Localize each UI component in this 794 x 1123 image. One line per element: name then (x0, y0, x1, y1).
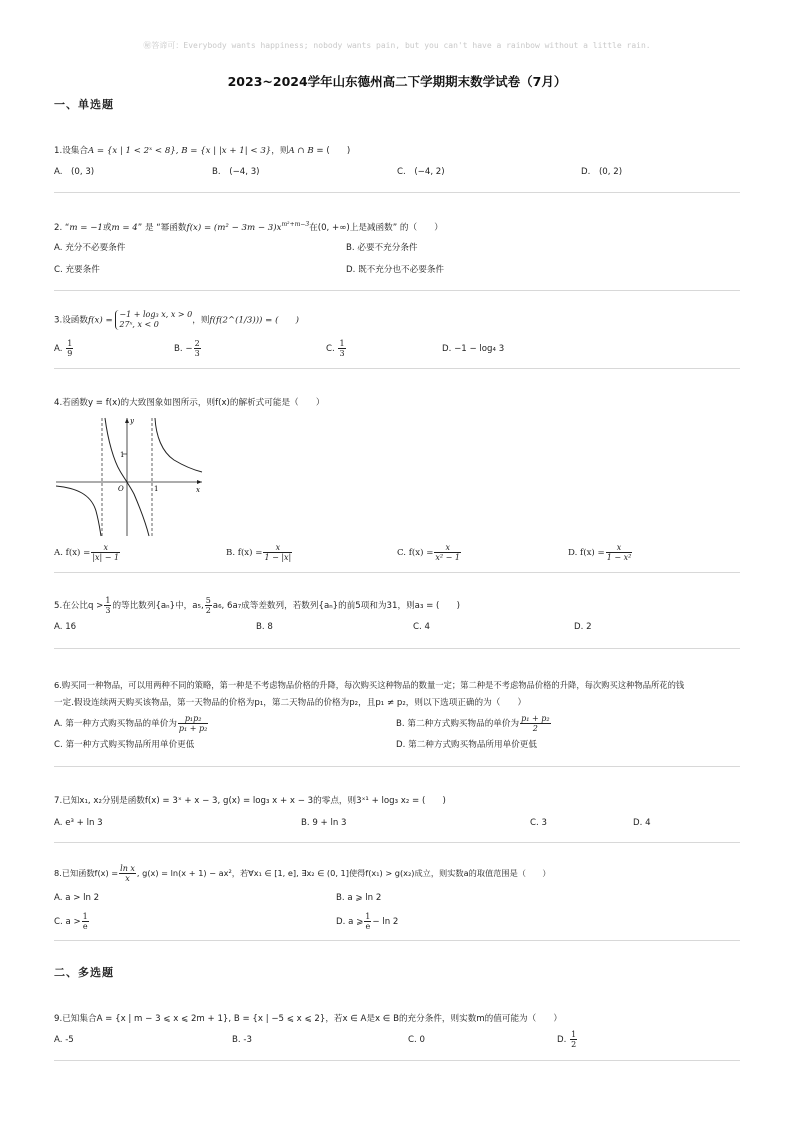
numerator: p₁p₂ (178, 714, 208, 724)
x-axis-label: x (196, 486, 200, 494)
question-stem (54, 396, 740, 410)
option-label: D. a ⩾ (336, 917, 364, 927)
option-c[interactable]: C. 4 (413, 622, 430, 632)
question-stem (54, 596, 740, 615)
option-a[interactable] (54, 338, 74, 360)
fraction (606, 543, 633, 562)
numerator: 2 (194, 339, 200, 348)
stem-text: 1.设集合 (54, 146, 88, 156)
stem-math: f(x) = (m² − 3m − 3)x (186, 222, 282, 233)
x-tick-label: 1 (154, 485, 159, 493)
stem-text: ，则 (271, 146, 289, 156)
fraction (263, 543, 292, 562)
question-stem: 7.已知x₁, x₂分别是函数f(x) = 3ˣ + x − 3, g(x) = log₃ x + x − 3的零点，则3ˣ¹ + log₃ x₂ = ( ) (54, 796, 446, 806)
stem-math: A = {x | 1 < 2ˣ < 8}, B = {x | |x + 1| < 3} (87, 146, 272, 156)
fraction (434, 543, 461, 562)
stem-text: = ( ) (313, 146, 351, 156)
option-text: − ln 2 (372, 917, 399, 927)
stem-text: , g(x) = ln(x + 1) − ax²，若∀x₁ ∈ [1, e], ∃x₂ ∈ (0, 1]使得f(x₁) > g(x₂)成立，则实数a的取值范围是（ ） (136, 868, 551, 878)
question-8 (54, 864, 740, 935)
denominator: 1 − |x| (264, 553, 292, 562)
denominator: x² − 1 (435, 553, 461, 562)
question-9 (54, 1012, 740, 1052)
denominator: 2 (571, 1040, 577, 1049)
option-label: D. (557, 1035, 567, 1045)
denominator: 3 (194, 349, 200, 358)
option-label: B. f(x) = (226, 548, 263, 558)
stem-text: 或 (102, 222, 112, 233)
stem-math: f(f(2^(1/3))) = ( ) (209, 315, 299, 326)
option-label: B. − (174, 344, 193, 354)
question-2 (54, 218, 740, 281)
question-6 (54, 676, 740, 754)
fraction (364, 912, 371, 931)
numerator: x (434, 543, 461, 553)
numerator: 1 (339, 339, 345, 348)
option-a[interactable]: A. e³ + ln 3 (54, 818, 103, 828)
denominator: e (365, 922, 371, 931)
divider (54, 290, 740, 291)
stem-text: a₆, 6a₇成等差数列，若数列{aₙ}的前5项和为31，则a₃ = ( ) (212, 601, 460, 611)
question-stem (54, 218, 740, 235)
numerator: x (263, 543, 292, 553)
option-d[interactable] (568, 542, 633, 564)
option-c[interactable]: C. 充要条件 (54, 264, 100, 275)
denominator: 3 (339, 349, 345, 358)
option-d[interactable]: D. −1 − log₄ 3 (442, 344, 505, 354)
denominator: 2 (532, 724, 538, 733)
fraction (119, 864, 136, 883)
function-graph (56, 416, 206, 538)
numerator: 1 (365, 912, 371, 921)
option-b[interactable]: B. 必要不充分条件 (346, 242, 418, 253)
option-c[interactable] (397, 542, 462, 564)
numerator: p₁ + p₂ (521, 714, 550, 723)
denominator: 3 (105, 606, 111, 615)
stem-math: m = −1 (69, 222, 103, 233)
option-label: C. f(x) = (397, 548, 434, 558)
option-d[interactable]: D. 4 (633, 818, 651, 828)
fraction (82, 912, 89, 931)
option-a[interactable]: A. -5 (54, 1035, 74, 1045)
option-c[interactable]: C. 第一种方式购买物品所用单价更低 (54, 740, 195, 750)
option-label: A. 第一种方式购买物品的单价为 (54, 719, 177, 729)
option-d[interactable] (557, 1028, 578, 1052)
option-d[interactable]: D. 既不充分也不必要条件 (346, 264, 445, 275)
numerator: 1 (67, 339, 73, 348)
fraction (520, 714, 550, 733)
fraction (338, 339, 345, 358)
denominator: 9 (67, 349, 73, 358)
stem-text: 3.设函数 (54, 315, 88, 326)
stem-text: ，则 (192, 315, 210, 326)
option-c[interactable] (54, 909, 90, 935)
option-a[interactable]: A. a > ln 2 (54, 893, 100, 903)
divider (54, 192, 740, 193)
origin-label: O (118, 485, 124, 493)
stem-text: 6.购买同一种物品，可以用两种不同的策略，第一种是不考虑物品价格的升降，每次购买这种物品的数量一定；第二种是不考虑物品价格的升降，每次购买这种物品所花的钱 (54, 680, 685, 690)
option-c[interactable]: C. 3 (530, 818, 547, 828)
denominator: 1 − x² (606, 553, 632, 562)
numerator: x (606, 543, 633, 553)
option-c[interactable] (326, 338, 347, 360)
numerator: 1 (105, 596, 111, 605)
stem-text: 的等比数列{aₙ}中，a₅, (112, 601, 204, 611)
stem-exponent: m²+m−3 (281, 221, 310, 228)
option-b[interactable] (396, 712, 552, 736)
option-a[interactable] (54, 542, 121, 564)
option-label: C. a > (54, 917, 81, 927)
divider (54, 842, 740, 843)
divider (54, 572, 740, 573)
option-b[interactable]: B. -3 (232, 1035, 252, 1045)
option-label: A. f(x) = (54, 548, 91, 558)
divider (54, 368, 740, 369)
question-stem (54, 144, 740, 158)
y-axis-label: y (130, 417, 134, 425)
question-stem: 9.已知集合A = {x | m − 3 ⩽ x ⩽ 2m + 1}, B = {x | −5 ⩽ x ⩽ 2}，若x ∈ A是x ∈ B的充分条件，则实数m的值可能为（ ） (54, 1014, 563, 1024)
fraction (570, 1030, 577, 1049)
question-stem (54, 676, 740, 712)
divider (54, 940, 740, 941)
option-c[interactable]: C. 0 (408, 1035, 425, 1045)
denominator: e (82, 922, 88, 931)
option-label: B. 第二种方式购买物品的单价为 (396, 719, 520, 729)
stem-text: 8.已知函数f(x) = (54, 868, 119, 878)
fraction (194, 339, 201, 358)
fraction (205, 596, 212, 615)
option-b[interactable]: B. 8 (256, 622, 273, 632)
y-tick-label: 1 (120, 451, 125, 459)
option-b[interactable]: B. a ⩾ ln 2 (336, 893, 382, 903)
option-a[interactable]: A. 16 (54, 622, 77, 632)
numerator: x (91, 543, 120, 553)
divider (54, 648, 740, 649)
question-4 (54, 396, 740, 562)
piece-case: 27ˣ, x < 0 (119, 320, 159, 329)
stem-text: 4.若函数y = f(x)的大致图象如图所示，则f(x)的解析式可能是（ ） (54, 398, 325, 408)
section-heading-single-choice: 一、单选题 (54, 98, 114, 111)
option-b[interactable] (174, 338, 202, 360)
stem-math: f(x) = (87, 315, 113, 326)
numerator: 1 (82, 912, 88, 921)
stem-text: 一定.假设连续两天购买该物品，第一天物品的价格为p₁，第二天物品的价格为p₂，且p₁ ≠ p₂，则以下选项正确的为（ ） (54, 698, 527, 708)
stem-text: ” 是 “幂函数 (137, 222, 187, 233)
piecewise-function (115, 310, 192, 330)
option-d[interactable]: D. 第二种方式购买物品所用单价更低 (396, 740, 537, 750)
option-a[interactable] (54, 712, 209, 736)
denominator: 2 (205, 606, 211, 615)
question-3 (54, 310, 740, 360)
numerator: ln x (120, 864, 135, 873)
question-1 (54, 144, 740, 183)
question-5 (54, 596, 740, 638)
divider (54, 766, 740, 767)
piece-case: −1 + log₃ x, x > 0 (119, 310, 193, 319)
stem-text: 5.在公比q > (54, 601, 104, 611)
page-title: 2023~2024学年山东德州高二下学期期末数学试卷（7月） (227, 74, 567, 89)
divider (54, 1060, 740, 1061)
option-b[interactable]: B. 9 + ln 3 (301, 818, 347, 828)
option-c[interactable]: C. (−4, 2) (397, 167, 445, 177)
option-a[interactable]: A. 充分不必要条件 (54, 242, 126, 253)
fraction (104, 596, 111, 615)
stem-text: 2. “ (54, 222, 70, 233)
numerator: 5 (205, 596, 211, 605)
stem-text: 在(0, +∞)上是减函数” 的（ ） (309, 222, 443, 233)
stem-math: m = 4 (111, 222, 138, 233)
question-stem (54, 864, 740, 883)
option-b[interactable]: B. (−4, 3) (212, 167, 260, 177)
option-label: A. (54, 344, 63, 354)
watermark: ㊙答谛可：Everybody wants happiness; nobody wants pain, but you can't have a rainbow without a little rain. (143, 41, 651, 50)
denominator: p₁ + p₂ (178, 724, 208, 733)
numerator: 1 (571, 1030, 577, 1039)
option-label: D. f(x) = (568, 548, 605, 558)
section-heading-multiple-choice: 二、多选题 (54, 966, 114, 979)
stem-math: A ∩ B (288, 146, 314, 156)
fraction (91, 543, 120, 562)
denominator: x (125, 874, 130, 883)
option-b[interactable] (226, 542, 293, 564)
question-stem (54, 310, 740, 338)
option-a[interactable]: A. (0, 3) (54, 167, 95, 177)
question-7 (54, 794, 740, 834)
option-d[interactable] (336, 909, 398, 935)
fraction (66, 339, 73, 358)
option-d[interactable]: D. 2 (574, 622, 592, 632)
option-label: C. (326, 344, 335, 354)
option-d[interactable]: D. (0, 2) (581, 167, 623, 177)
denominator: |x| − 1 (92, 553, 120, 562)
fraction (178, 714, 208, 733)
